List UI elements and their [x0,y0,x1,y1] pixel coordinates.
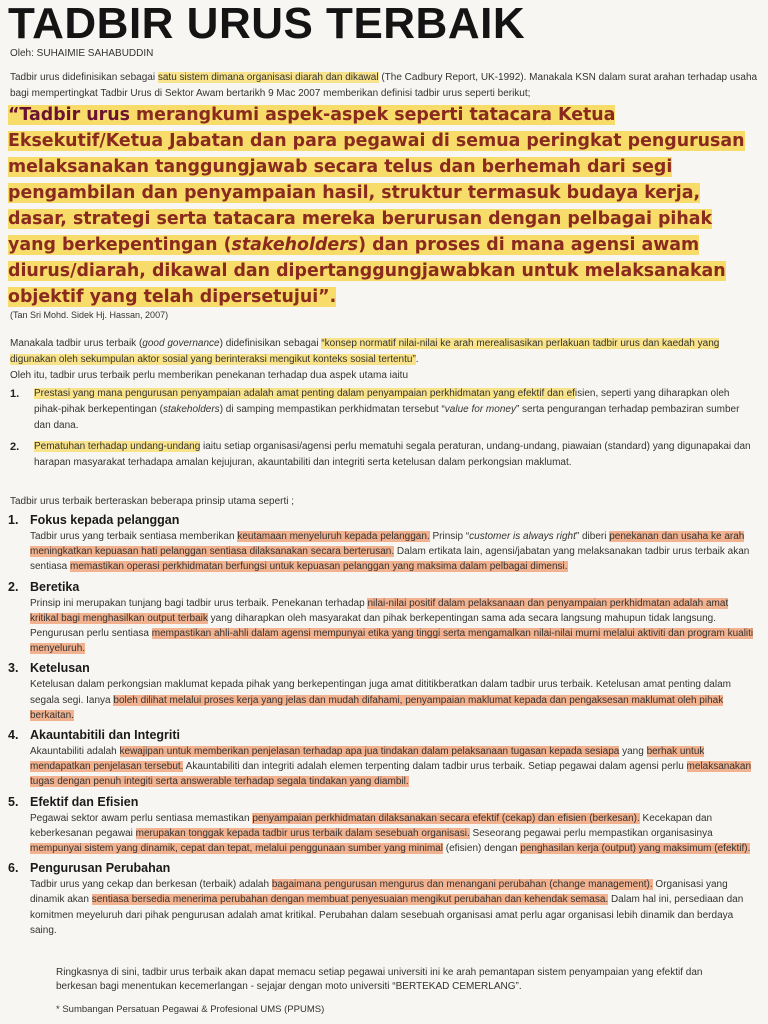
principle-body [8,677,756,723]
principle-number: 3. [8,661,19,676]
principle-highlight: memastikan operasi perkhidmatan berfungsi untuk kepuasan pelanggan yang maksima dalam pelbagai dimensi. [70,561,568,573]
definition-text-mid: ) didefinisikan sebagai [219,338,322,349]
principle-item [8,579,756,657]
definition-text: Manakala tadbir urus terbaik ( [10,338,143,349]
principle-number: 5. [8,794,19,809]
principle-item [8,660,756,723]
principle-title: Ketelusan [30,661,90,676]
principle-item [8,727,756,790]
aspect-italic: value for money [444,404,516,415]
principle-highlight: melaksanakan tugas dengan penuh integiti serta answerable terhadap segala tindakan yang diambil. [30,761,752,788]
principle-text: Pegawai sektor awam perlu sentiasa memastikan [30,812,253,824]
principle-title: Akauntabitili dan Integriti [30,728,181,743]
principle-highlight: bagaimana pengurusan mengurus dan menangani perubahan (change management). [271,879,653,891]
principle-body [8,877,756,938]
principle-highlight: sentiasa bersedia menerima perubahan dengan membuat penyesuaian mengikut perubahan dan kehendak semasa. [91,894,609,906]
aspect-number: 1. [10,388,20,400]
definition-highlight: “konsep normatif nilai-nilai ke arah merealisasikan perlakuan tadbir urus dan kaedah yang digunakan oleh sekumpulan aktor sosial yang berinteraksi mengikut konteks sosial tertentu” [10,338,720,365]
principle-text: Organisasi yang dinamik akan [30,879,728,906]
intro-highlight: satu sistem dimana organisasi diarah dan dikawal [157,72,379,83]
principle-text: Ketelusan dalam perkongsian maklumat kepada pihak yang berkepentingan juga amat dititikberatkan dalam tadbir urus terbaik. Ketelusan amat penting dalam segala segi. Ianya [30,679,731,706]
principles-list [8,512,756,942]
principle-highlight: merupakan tonggak kepada tadbir urus terbaik dalam sesebuah organisasi. [135,827,470,839]
aspect-item [10,439,758,471]
principle-text: Akauntabiliti dan integriti adalah elemen terpenting dalam tadbir urus terbaik. Setiap pegawai dalam agensi perlu [183,761,687,773]
aspect-text: isien, seperti yang diharapkan oleh pihak-pihak berkepentingan ( [34,388,730,415]
principle-text: Tadbir urus yang cekap dan berkesan (terbaik) adalah [30,879,272,891]
principle-text: Dalam hal ini, persediaan dan komitmen meyeluruh dari pihak pengurusan adalah amat kritikal. Perubahan dalam sesebuah organisasi amat perlu agar organisasi lebih dinamik dan berdaya saing. [30,894,744,936]
definition-text-end: . [415,354,419,365]
principle-item [8,512,756,575]
intro-text-end: (The Cadbury Report, UK-1992). Manakala KSN dalam surat arahan terhadap usaha bagi mempertingkat Tadbir Urus di Sektor Awam bertarikh 9 Mac 2007 memberikan definisi tadbir urus seperti berikut; [10,72,758,99]
principle-heading [8,794,756,811]
principle-item [8,860,756,938]
aspect-text: iaitu setiap organisasi/agensi perlu mematuhi segala peraturan, undang-undang, piawaian (standard) yang digunapakai dan harapan masyarakat terhadapa amalan kejujuran, akauntabiliti dan integriti serta ketelusan dalam perkongsian maklumat. [34,441,751,468]
definition-line2: Oleh itu, tadbir urus terbaik perlu memberikan penekanan terhadap dua aspek utama iaitu [10,370,409,381]
aspect-highlight: Prestasi yang mana pengurusan penyampaian adalah amat penting dalam penyampaian perkhidmatan yang efektif dan ef [34,388,575,399]
intro-text: Tadbir urus didefinisikan sebagai [10,72,158,83]
principle-text: yang [619,746,647,758]
closing-paragraph: Ringkasnya di sini, tadbir urus terbaik akan dapat memacu setiap pegawai universiti ini ke arah pemantapan sistem penyampaian yang efektif dan berkesan bagi menentukan kecemerlangan - sejajar dengan moto universiti “BERTEKAD CEMERLANG”. [56,967,703,992]
principle-item [8,794,756,857]
principle-heading [8,579,756,596]
principle-highlight: penghasilan kerja (output) yang maksimum (efektif). [520,843,751,855]
principle-highlight: nilai-nilai positif dalam pelaksanaan dan penyampaian perkhidmatan adalah amat kritikal bagi menghasilkan output terbaik [30,597,729,624]
principle-highlight: penekanan dan usaha ke arah meningkatkan kepuasan hati pelanggan sentiasa dilaksanakan secara berterusan. [30,531,745,558]
aspect-number: 2. [10,441,20,453]
principle-text: yang diharapkan oleh masyarakat dan pihak berkepentingan sama ada secara langsung mahupun tidak langsung. Pengurusan perlu sentiasa [30,612,717,640]
principle-text: Seseorang pegawai perlu mempastikan organisasinya [469,827,713,839]
author-byline: Oleh: SUHAIMIE SAHABUDDIN [10,48,154,59]
quote-italic: stakeholders [231,235,359,255]
principle-title: Beretika [30,579,80,594]
article-title: TADBIR URUS TERBAIK [8,0,526,48]
principle-number: 4. [8,728,19,743]
principle-body [8,529,756,575]
principle-highlight: penyampaian perkhidmatan dilaksanakan secara efektif (cekap) dan efisien (berkesan). [252,812,640,824]
principle-text: Prinsip ini merupakan tunjang bagi tadbir urus terbaik. Penekanan terhadap [30,597,368,609]
quote-end: ) dan proses di mana agensi awam diurus/diarah, dikawal dan dipertanggungjawabkan untuk melaksanakan objektif yang telah dipersetujui”. [8,235,726,307]
principle-heading [8,860,756,877]
aspect-text: ) di samping mempastikan perkhidmatan tersebut “ [219,404,445,415]
intro-paragraph [10,70,758,102]
principle-highlight: kewajipan untuk memberikan penjelasan terhadap apa jua tindakan dalam pelaksanaan tugasan kepada sesiapa [119,746,620,758]
principle-text: Akauntabiliti adalah [30,746,120,758]
principle-text: Dalam ertikata lain, agensi/jabatan yang melaksanakan tadbir urus terbaik akan sentiasa [30,546,750,573]
aspect-text: ” serta pengurangan terhadap pembaziran sumber dan dana. [34,404,740,431]
ksn-quote [8,102,760,310]
principle-highlight: berhak untuk mendapatkan penjelasan tersebut. [30,746,705,773]
principle-text: Kecekapan dan keberkesanan pegawai [30,812,713,839]
principle-text: Tadbir urus yang terbaik sentiasa memberikan [30,531,238,542]
definition-paragraph [10,336,758,384]
aspect-italic: stakeholders [162,404,220,415]
principle-body [8,811,756,857]
principle-body [8,596,756,657]
principle-title: Pengurusan Perubahan [30,861,171,876]
quote-citation: (Tan Sri Mohd. Sidek Hj. Hassan, 2007) [10,310,169,320]
principle-highlight: mempunyai sistem yang dinamik, cepat dan tepat, melalui penggunaan sumber yang minimal [30,843,444,855]
principle-text: ” diberi [575,531,610,542]
definition-italic: good governance [142,338,220,349]
principle-italic: customer is always right [469,531,576,542]
principle-title: Efektif dan Efisien [30,794,139,809]
aspect-highlight: Pematuhan terhadap undang-undang [34,441,201,452]
principle-highlight: boleh dilihat melalui proses kerja yang jelas dan mudah difahami, penyampaian maklumat kepada dan pengaksesan maklumat oleh pihak berkaitan. [30,694,724,721]
principle-text: (efisien) dengan [443,843,521,855]
aspects-list [10,386,758,476]
principle-number: 2. [8,579,19,594]
principle-highlight: mempastikan ahli-ahli dalam agensi mempunyai etika yang tinggi serta mengamalkan nilai-nilai murni melalui aktiviti dan program kualiti menyeluruh. [30,628,754,655]
principle-number: 1. [8,513,19,527]
aspect-item [10,386,758,434]
principle-highlight: keutamaan menyeluruh kepada pelanggan. [237,531,430,542]
principles-intro: Tadbir urus terbaik berteraskan beberapa prinsip utama seperti ; [10,496,295,507]
principle-text: Prinsip “ [429,531,470,542]
principle-heading [8,727,756,744]
quote-body: merangkumi aspek-aspek seperti tatacara Ketua Eksekutif/Ketua Jabatan dan para pegawai di semua peringkat pengurusan melaksanakan tanggungjawab secara telus dan berhemah dari segi pengambilan dan penyampaian hasil, struktur termasuk budaya kerja, dasar, strategi serta tatacara mereka berurusan dengan pelbagai pihak yang berkepentingan ( [8,105,745,255]
principle-number: 6. [8,861,19,876]
principle-title: Fokus kepada pelanggan [30,513,180,527]
principle-body [8,744,756,790]
principle-heading [8,512,756,529]
footnote: * Sumbangan Persatuan Pegawai & Profesional UMS (PPUMS) [56,1004,325,1015]
quote-lead: “Tadbir urus [8,105,130,125]
principle-heading [8,660,756,677]
